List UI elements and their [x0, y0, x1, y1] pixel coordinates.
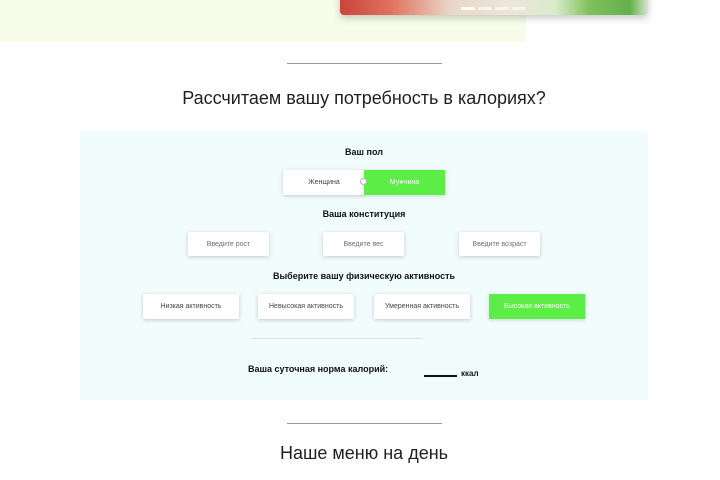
constitution-label: Ваша конституция	[322, 209, 406, 219]
activity-light-button[interactable]: Невысокая активность	[258, 294, 354, 319]
activity-moderate-button[interactable]: Умеренная активность	[374, 294, 470, 319]
activity-high-button[interactable]: Высокая активность	[489, 294, 585, 319]
calories-unit: ккал	[461, 369, 479, 378]
section-divider	[287, 423, 442, 424]
daily-calories-value	[424, 368, 457, 377]
gender-toggle-knob[interactable]	[360, 178, 367, 185]
weight-input[interactable]	[323, 232, 404, 256]
slider-dot-3[interactable]	[495, 7, 509, 10]
section-divider	[287, 63, 442, 64]
daily-calories-label: Ваша суточная норма калорий:	[248, 364, 389, 374]
slider-dot-4[interactable]	[512, 7, 526, 10]
slider-dot-2[interactable]	[478, 7, 492, 10]
menu-section-title: Наше меню на день	[279, 443, 449, 463]
calorie-section-title: Рассчитаем вашу потребность в калориях?	[182, 88, 546, 108]
activity-label: Выберите вашу физическую активность	[272, 271, 456, 281]
calorie-calculator-panel	[80, 131, 648, 400]
gender-label: Ваш пол	[345, 147, 383, 157]
gender-male-button[interactable]: Мужчина	[364, 170, 445, 195]
age-input[interactable]	[459, 232, 540, 256]
slider-dot-1[interactable]	[461, 7, 475, 10]
height-input[interactable]	[188, 232, 269, 256]
gender-female-button[interactable]: Женщина	[283, 170, 365, 195]
slider-dots	[461, 7, 526, 10]
hero-food-image	[340, 0, 648, 15]
activity-low-button[interactable]: Низкая активность	[143, 294, 239, 319]
panel-divider	[252, 338, 422, 339]
